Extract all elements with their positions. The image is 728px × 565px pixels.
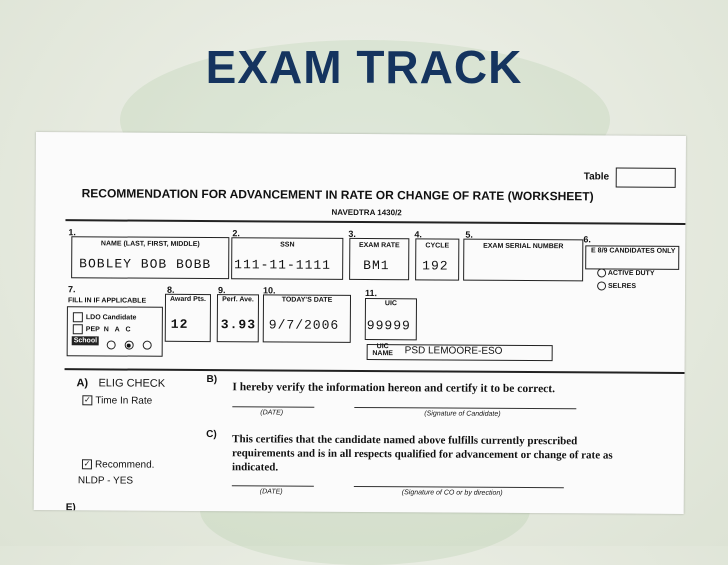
field-6-number: 6.: [583, 234, 591, 245]
field-5-number: 5.: [465, 229, 473, 240]
name-value: BOBLEY BOB BOBB: [79, 256, 212, 273]
school-radio-3[interactable]: [142, 341, 151, 350]
school-radio-group[interactable]: [107, 336, 152, 354]
field-4-number: 4.: [414, 229, 422, 240]
pep-checkbox[interactable]: [73, 324, 83, 334]
signature-label-c: (Signature of CO or by direction): [401, 489, 503, 497]
e89-label: E 8/9 CANDIDATES ONLY: [591, 247, 676, 255]
ssn-value: 111-11-1111: [234, 257, 332, 273]
pep-c-label: C: [125, 326, 131, 334]
todays-date-value: 9/7/2006: [268, 317, 340, 333]
form-heading: RECOMMENDATION FOR ADVANCEMENT IN RATE OR CHANGE OF RATE (WORKSHEET): [81, 186, 594, 204]
nldp-text: NLDP - YES: [77, 475, 134, 487]
uic-name-value: PSD LEMOORE-ESO: [404, 345, 503, 357]
section-b-marker: B): [206, 374, 218, 386]
pep-option[interactable]: [73, 324, 131, 334]
active-duty-radio[interactable]: [597, 268, 606, 277]
name-label: NAME (LAST, FIRST, MIDDLE): [100, 240, 200, 249]
uic-name-label: UIC NAME: [372, 343, 393, 358]
certification-text-2: requirements and is in all respects qualified for advancement or change of rate as: [232, 447, 613, 462]
cycle-label: CYCLE: [425, 242, 450, 250]
pep-label: PEP: [85, 326, 100, 334]
selres-option[interactable]: [597, 281, 636, 290]
date-label-b: (DATE): [260, 409, 284, 417]
perf-ave-label: Perf. Ave.: [222, 296, 254, 304]
selres-label: SELRES: [607, 282, 637, 291]
elig-check-title: ELIG CHECK: [98, 377, 166, 390]
uic-label: UIC: [384, 300, 398, 308]
field-1-number: 1.: [68, 227, 76, 238]
recommend-option[interactable]: [82, 459, 155, 470]
time-in-rate-label: Time In Rate: [95, 395, 153, 407]
todays-date-label: TODAY'S DATE: [281, 296, 333, 304]
school-label: School: [72, 336, 99, 345]
signature-line-c: [354, 486, 564, 488]
award-pts-label: Award Pts.: [169, 295, 207, 304]
date-label-c: (DATE): [259, 488, 283, 496]
active-duty-option[interactable]: [597, 268, 654, 277]
pep-n-label: N: [103, 326, 109, 334]
recommend-label: Recommend.: [94, 459, 155, 471]
section-c-marker: C): [206, 429, 217, 441]
exam-rate-label: EXAM RATE: [358, 241, 400, 250]
school-radio-2[interactable]: [125, 341, 134, 350]
cycle-value: 192: [422, 258, 449, 274]
perf-ave-value: 3.93: [220, 317, 257, 333]
school-radio-1[interactable]: [107, 341, 116, 350]
certify-text: I hereby verify the information hereon and certify it to be correct.: [232, 381, 556, 396]
ldo-checkbox[interactable]: [73, 312, 83, 322]
signature-label-b: (Signature of Candidate): [424, 410, 501, 418]
pep-a-label: A: [114, 326, 120, 334]
recommend-checkbox[interactable]: ✓: [83, 459, 91, 469]
field-8-number: 8.: [167, 284, 175, 295]
date-line-b: [232, 406, 314, 408]
section-e-marker: E): [65, 502, 76, 514]
ssn-label: SSN: [280, 241, 295, 249]
selres-radio[interactable]: [597, 281, 606, 290]
field-10-number: 10.: [263, 285, 276, 296]
slide-title: EXAM TRACK: [205, 41, 523, 93]
header-rule: [65, 219, 685, 225]
signature-line-b: [354, 407, 576, 409]
certification-text-3: indicated.: [231, 461, 279, 474]
field-11-number: 11.: [364, 288, 378, 299]
date-line-c: [232, 485, 314, 487]
exam-serial-label: EXAM SERIAL NUMBER: [483, 242, 564, 251]
section-a-marker: A): [76, 377, 89, 390]
award-pts-value: 12: [170, 316, 189, 332]
field-2-number: 2.: [232, 228, 240, 239]
table-label: Table: [583, 171, 610, 183]
active-duty-label: ACTIVE DUTY: [607, 269, 655, 278]
exam-rate-value: BM1: [363, 258, 390, 274]
field-9-number: 9.: [218, 285, 226, 296]
section-rule: [65, 368, 685, 374]
time-in-rate-checkbox[interactable]: ✓: [83, 395, 91, 405]
fill-in-label: FILL IN IF APPLICABLE: [67, 297, 147, 305]
form-number: NAVEDTRA 1430/2: [331, 207, 402, 218]
field-3-number: 3.: [348, 228, 356, 239]
scanned-form: [34, 132, 686, 514]
certification-text-1: This certifies that the candidate named above fulfills currently prescribed: [232, 433, 578, 448]
ldo-candidate-option[interactable]: [73, 312, 137, 322]
field-7-number: 7.: [68, 284, 76, 295]
ldo-label: LDO Candidate: [85, 314, 137, 322]
table-box: [616, 168, 676, 188]
uic-value: 99999: [366, 318, 411, 334]
time-in-rate-option[interactable]: [82, 395, 152, 406]
